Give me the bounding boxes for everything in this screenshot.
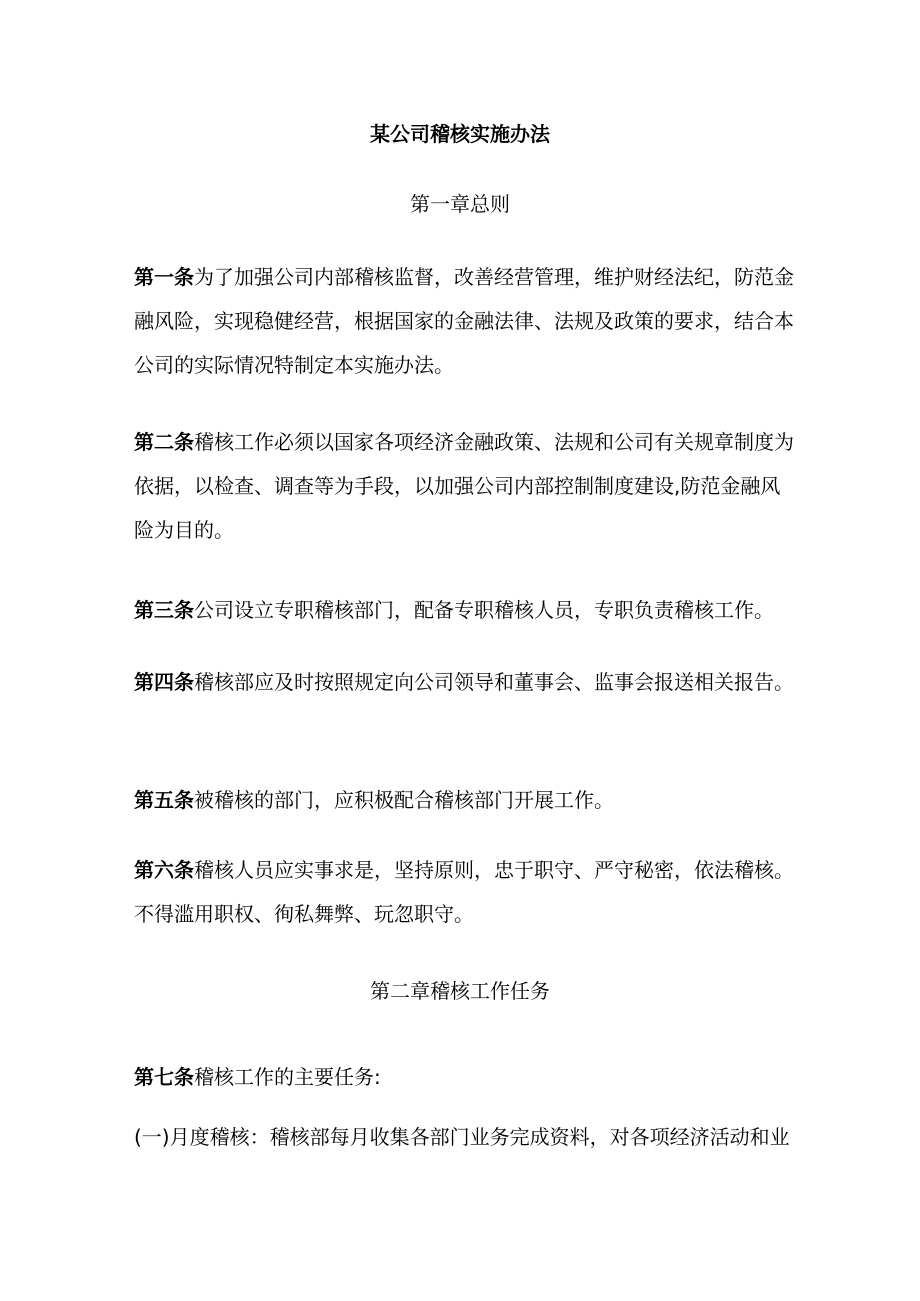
article-4-number: 第四条 xyxy=(134,670,194,694)
chapter-1-heading: 第一章总则 xyxy=(410,192,510,216)
article-7-text: 稽核工作的主要任务: xyxy=(194,1065,381,1089)
article-6-number: 第六条 xyxy=(134,858,194,882)
article-2-number: 第二条 xyxy=(134,430,194,454)
article-3-number: 第三条 xyxy=(134,598,194,622)
article-1-text: 为了加强公司内部稽核监督，改善经营管理，维护财经法纪，防范金融风险，实现稳健经营，根据国家的金融法律、法规及政策的要求，结合本公司的实际情况特制定本实施办法。 xyxy=(134,265,794,377)
document-title: 某公司稽核实施办法 xyxy=(370,122,550,146)
article-6-text: 稽核人员应实事求是，坚持原则，忠于职守、严守秘密，依法稽核。不得滥用职权、徇私舞弊、玩忽职守。 xyxy=(134,858,794,926)
article-6 xyxy=(134,848,799,936)
article-5-number: 第五条 xyxy=(134,788,194,812)
article-5 xyxy=(134,778,799,822)
article-2-text: 稽核工作必须以国家各项经济金融政策、法规和公司有关规章制度为依据，以检查、调查等为手段，以加强公司内部控制制度建设,防范金融风险为目的。 xyxy=(134,430,794,542)
article-1-number: 第一条 xyxy=(134,265,194,289)
article-7-number: 第七条 xyxy=(134,1065,194,1089)
article-7 xyxy=(134,1055,799,1099)
article-1 xyxy=(134,255,799,387)
article-3-text: 公司设立专职稽核部门，配备专职稽核人员，专职负责稽核工作。 xyxy=(194,598,774,622)
article-3 xyxy=(134,588,799,632)
article-7-item-1: (一)月度稽核：稽核部每月收集各部门业务完成资料，对各项经济活动和业 xyxy=(134,1125,790,1149)
chapter-2-heading: 第二章稽核工作任务 xyxy=(370,979,550,1003)
article-5-text: 被稽核的部门，应积极配合稽核部门开展工作。 xyxy=(194,788,614,812)
article-4 xyxy=(134,660,799,704)
article-2 xyxy=(134,420,799,552)
article-4-text: 稽核部应及时按照规定向公司领导和董事会、监事会报送相关报告。 xyxy=(194,670,794,694)
